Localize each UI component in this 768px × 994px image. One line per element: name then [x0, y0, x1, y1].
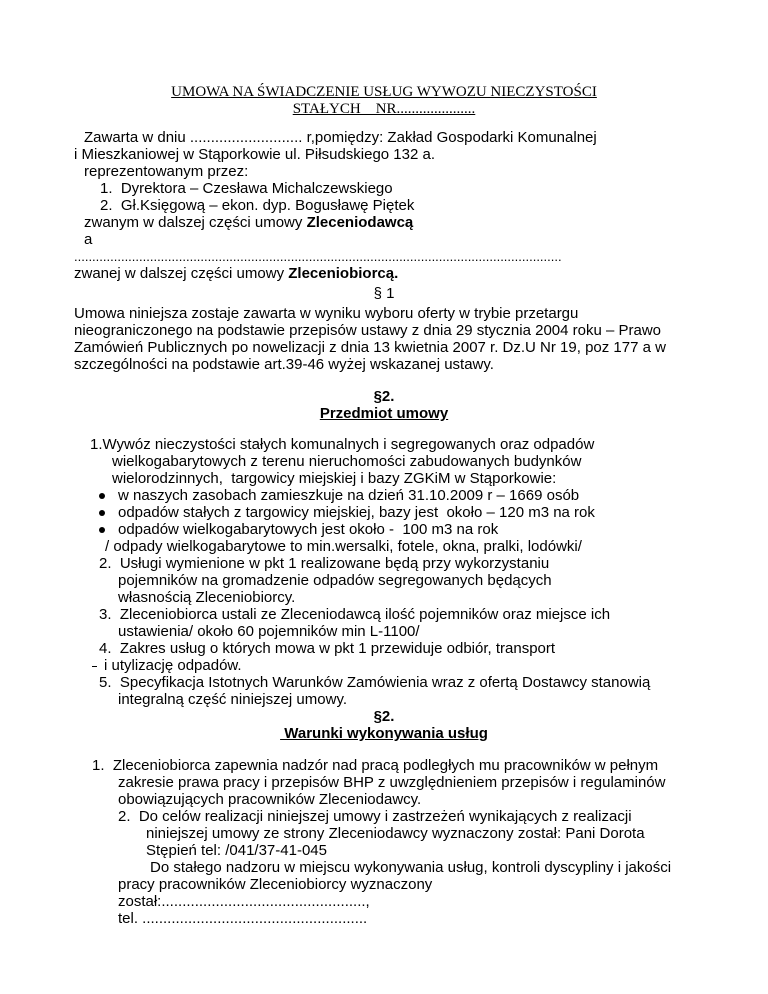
- bullet-item: w naszych zasobach zamieszkuje na dzień 31.10.2009 r – 1669 osób: [118, 487, 580, 504]
- title-line-1: UMOWA NA ŚWIADCZENIE USŁUG WYWOZU NIECZYSTOŚCI: [171, 84, 597, 100]
- representative-2: 2. Gł.Księgową – ekon. dyp. Bogusławę Piętek: [100, 197, 415, 214]
- item-1-line: wielorodzinnych, targowicy miejskiej i bazy ZGKiM w Stąporkowie:: [112, 470, 557, 487]
- supervision-line: Do stałego nadzoru w miejscu wykonywania usług, kontroli dyscypliny i jakości: [150, 859, 672, 876]
- bullet-item: odpadów wielkogabarytowych jest około - 100 m3 na rok: [118, 521, 499, 538]
- conditions-item-1-line: zakresie prawa pracy i przepisów BHP z uwzględnieniem przepisów i regulaminów: [118, 774, 666, 791]
- item-5-line: 5. Specyfikacja Istotnych Warunków Zamówienia wraz z ofertą Dostawcy stanowią: [99, 674, 651, 691]
- section-3-heading: §2.: [373, 708, 395, 725]
- and-word: a: [84, 231, 93, 248]
- section-1-line: szczególności na podstawie art.39-46 wyżej wskazanej ustawy.: [74, 356, 494, 373]
- conditions-item-2-line: Stępień tel: /041/37-41-045: [146, 842, 327, 859]
- bullet-note: / odpady wielkogabarytowe to min.wersalki, fotele, okna, pralki, lodówki/: [105, 538, 582, 555]
- item-4-line: 4. Zakres usług o których mowa w pkt 1 przewiduje odbiór, transport: [99, 640, 556, 657]
- conditions-item-1-line: obowiązujących pracowników Zleceniodawcy.: [118, 791, 422, 808]
- zleceniodawca-term: Zleceniodawcą: [306, 214, 414, 231]
- item-3-line: ustawienia/ około 60 pojemników min L-1100/: [118, 623, 420, 640]
- zleceniodawca-definition: zwanym w dalszej części umowy Zleceniodawcą: [84, 214, 414, 231]
- section-1-line: Umowa niniejsza zostaje zawarta w wyniku wyboru oferty w trybie przetargu: [74, 305, 579, 322]
- stray-mark: [92, 666, 97, 667]
- supervisor-phone-blank: tel. ......................................................: [118, 910, 368, 927]
- section-2-heading: §2.: [373, 388, 395, 405]
- conditions-item-1-line: 1. Zleceniobiorca zapewnia nadzór nad pracą podległych mu pracowników w pełnym: [92, 757, 659, 774]
- item-1-line: wielkogabarytowych z terenu nieruchomości zabudowanych budynków: [112, 453, 582, 470]
- supervision-line: pracy pracowników Zleceniobiorcy wyznaczony: [118, 876, 433, 893]
- conditions-item-2-line: niniejszej umowy ze strony Zleceniodawcy wyznaczony został: Pani Dorota: [146, 825, 645, 842]
- item-2-line: 2. Usługi wymienione w pkt 1 realizowane będą przy wykorzystaniu: [99, 555, 550, 572]
- section-1-line: Zamówień Publicznych po nowelizacji z dnia 13 kwietnia 2007 r. Dz.U Nr 19, poz 177 a w: [74, 339, 666, 356]
- section-1-heading: § 1: [373, 285, 395, 302]
- section-1-line: nieograniczonego na podstawie przepisów ustawy z dnia 29 stycznia 2004 roku – Prawo: [74, 322, 662, 339]
- zleceniobiorca-term: Zleceniobiorcą.: [288, 265, 399, 282]
- item-2-line: pojemników na gromadzenie odpadów segregowanych będących: [118, 572, 552, 589]
- parties-line-2: i Mieszkaniowej w Stąporkowie ul. Piłsudskiego 132 a.: [74, 146, 436, 163]
- parties-line-3: reprezentowanym przez:: [84, 163, 249, 180]
- bullet-icon: [99, 510, 105, 516]
- bullet-icon: [99, 527, 105, 533]
- representative-1: 1. Dyrektora – Czesława Michalczewskiego: [100, 180, 393, 197]
- item-5-line: integralną część niniejszej umowy.: [118, 691, 347, 708]
- supervisor-name-blank: został:.................................................,: [118, 893, 370, 910]
- item-2-line: własnością Zleceniobiorcy.: [118, 589, 296, 606]
- item-4-line: i utylizację odpadów.: [104, 657, 242, 674]
- title-line-2: STAŁYCH NR.....................: [292, 101, 476, 117]
- parties-line-1: Zawarta w dniu ........................... r,pomiędzy: Zakład Gospodarki Komunalnej: [84, 129, 597, 146]
- contractor-dots: .......................................................................................................................................: [74, 249, 562, 264]
- section-2-subheading: Przedmiot umowy: [319, 405, 449, 422]
- bullet-icon: [99, 493, 105, 499]
- bullet-item: odpadów stałych z targowicy miejskiej, bazy jest około – 120 m3 na rok: [118, 504, 595, 521]
- zleceniobiorca-definition: zwanej w dalszej części umowy Zleceniobiorcą.: [74, 265, 399, 282]
- conditions-item-2-line: 2. Do celów realizacji niniejszej umowy i zastrzeżeń wynikających z realizacji: [118, 808, 632, 825]
- section-3-subheading: Warunki wykonywania usług: [280, 725, 488, 742]
- item-1-line: 1.Wywóz nieczystości stałych komunalnych i segregowanych oraz odpadów: [90, 436, 595, 453]
- item-3-line: 3. Zleceniobiorca ustali ze Zleceniodawcą ilość pojemników oraz miejsce ich: [99, 606, 611, 623]
